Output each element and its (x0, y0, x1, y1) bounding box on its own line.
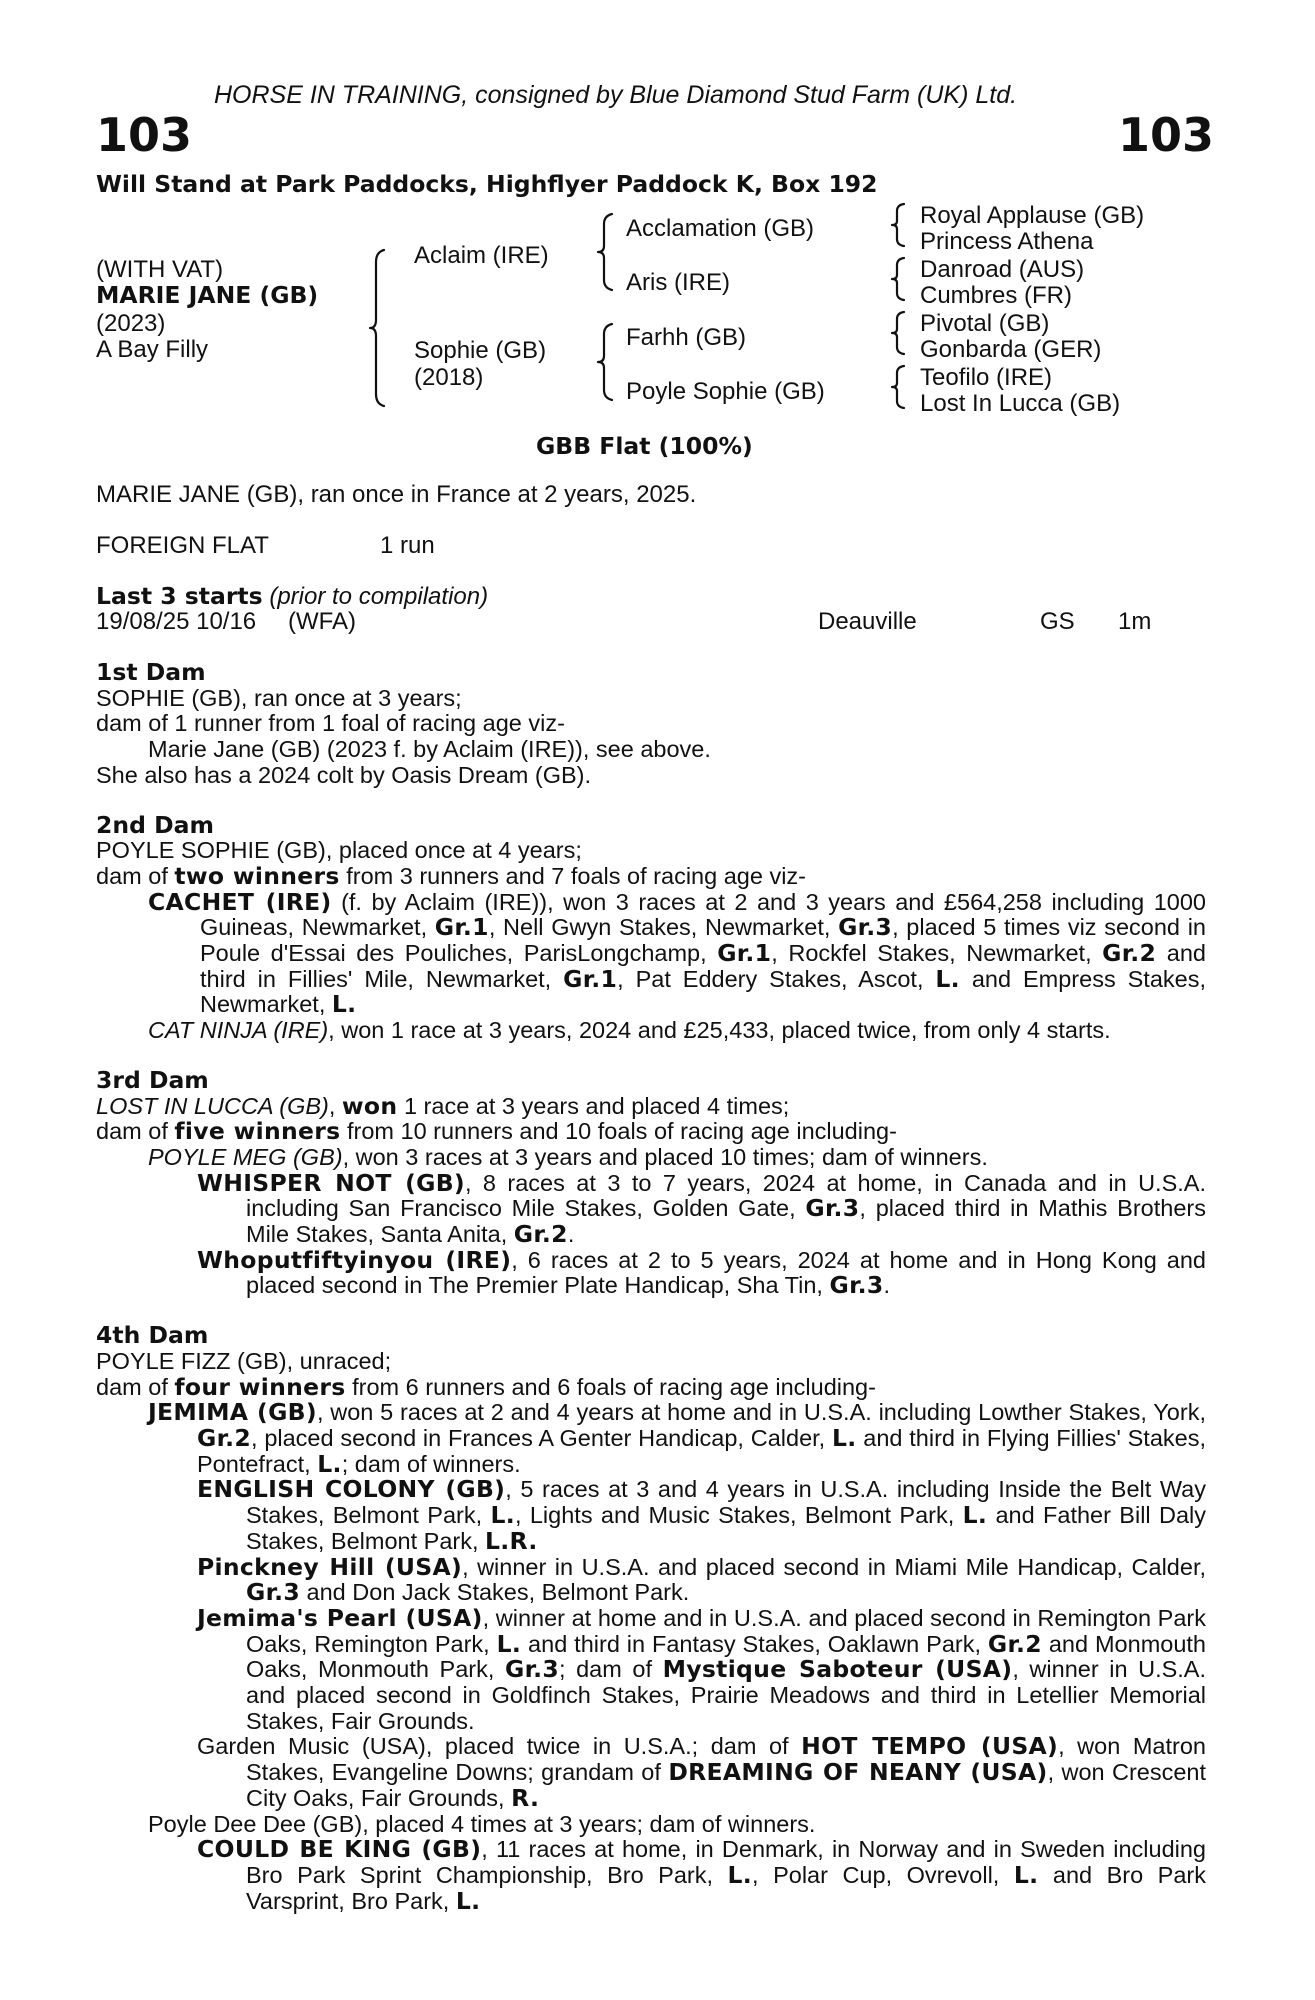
first-dam-line4: She also has a 2024 colt by Oasis Dream (GB). (96, 761, 592, 788)
t: and Father Bill Daly Stakes, Belmont Park, (246, 1502, 1206, 1554)
t: and third in Flying Fillies' Stakes, Pontefract, (197, 1424, 1206, 1477)
t: , won 1 race at 3 years, 2024 and £25,433, placed twice, from only 4 starts. (328, 1017, 1111, 1044)
grade: L. (490, 1501, 515, 1530)
t: , winner in U.S.A. and placed second in Goldfinch Stakes, Prairie Meadows and third in Letellier Memorial Stakes, Fair Grounds. (246, 1656, 1207, 1734)
t: Garden Music (USA), placed twice in U.S.A.; dam of (197, 1733, 802, 1760)
cat-ninja-name: CAT NINJA (IRE) (148, 1017, 329, 1044)
t: , Rockfel Stakes, Newmarket, (771, 940, 1103, 967)
t: dam of (96, 862, 175, 889)
pedigree-sire: Aclaim (IRE) (414, 242, 549, 269)
third-dam-heading: 3rd Dam (96, 1065, 209, 1094)
t: ; dam of (559, 1656, 663, 1683)
two-winners: two winners (174, 861, 340, 890)
grade: L. (317, 1449, 342, 1478)
won: won (341, 1091, 398, 1120)
poyle-dee-dee-entry: Poyle Dee Dee (GB), placed 4 times at 3 years; dam of winners. (148, 1810, 816, 1837)
grade: Gr.3 (829, 1271, 884, 1300)
cat-ninja-entry (148, 1018, 1206, 1044)
lost-in-lucca: LOST IN LUCCA (GB) (96, 1092, 329, 1119)
consignment-header: HORSE IN TRAINING, consigned by Blue Diamond Stud Farm (UK) Ltd. (214, 81, 1018, 109)
pedigree-sire-sire: Acclamation (GB) (626, 215, 815, 242)
pedigree-g5: Pivotal (GB) (920, 310, 1050, 337)
grade: L. (455, 1886, 481, 1915)
pedigree-dam-dam: Poyle Sophie (GB) (626, 378, 825, 405)
t: , 5 races at 3 and 4 years in U.S.A. including Inside the Belt Way Stakes, Belmont Park, (246, 1476, 1206, 1529)
cachet-name: CACHET (IRE) (148, 887, 332, 916)
first-dam-line2: dam of 1 runner from 1 foal of racing age viz- (96, 710, 565, 737)
jemima-entry (148, 1400, 1206, 1477)
lot-number-left: 103 (96, 108, 193, 162)
grade: L. (831, 1423, 857, 1452)
grade: Gr.1 (434, 913, 489, 942)
second-dam-heading: 2nd Dam (96, 810, 214, 839)
four-winners: four winners (174, 1372, 346, 1401)
last-starts-title: Last 3 starts (96, 582, 263, 610)
grade: Gr.3 (805, 1194, 860, 1223)
grade: Gr.2 (197, 1423, 252, 1452)
grade: L. (727, 1860, 753, 1889)
pedigree-dam-year: (2018) (414, 364, 484, 391)
foreign-flat-value: 1 run (380, 532, 435, 559)
pedigree-g1-brace (890, 202, 908, 248)
t: , Lights and Music Stakes, Belmont Park, (514, 1502, 963, 1529)
t: , won Matron Stakes, Evangeline Downs; grandam of (246, 1733, 1206, 1786)
last-start-going: GS (1040, 608, 1075, 635)
grade: L. (935, 964, 960, 993)
pedigree-g2: Princess Athena (920, 228, 1094, 255)
pedigree-g3: Danroad (AUS) (920, 256, 1085, 283)
t: dam of (96, 1118, 175, 1145)
lot-number-right: 103 (1118, 108, 1215, 162)
t: , placed third in Mathis Brothers Mile Stakes, Santa Anita, (246, 1195, 1206, 1248)
jemima-name: JEMIMA (GB) (148, 1398, 317, 1427)
fourth-dam-section (96, 1323, 1206, 1914)
t: (f. by Aclaim (IRE)), won 3 races at 2 and 3 years and £564,258 including 1000 Guineas, Newmarket, (200, 888, 1206, 941)
could-be-king-name: COULD BE KING (GB) (197, 1835, 482, 1864)
first-dam-line1: SOPHIE (GB), ran once at 3 years; (96, 684, 462, 711)
t: , placed 5 times viz second in Poule d'Essai des Pouliches, ParisLongchamp, (200, 914, 1206, 967)
last-start-course: Deauville (818, 608, 917, 635)
pinckney-hill-name: Pinckney Hill (USA) (197, 1552, 463, 1581)
last-start-date-pos: 19/08/25 10/16 (96, 608, 257, 635)
second-dam-line1: POYLE SOPHIE (GB), placed once at 4 years; (96, 837, 582, 864)
fourth-dam-heading: 4th Dam (96, 1321, 209, 1350)
pedigree-g1: Royal Applause (GB) (920, 202, 1145, 229)
t: ; dam of winners. (341, 1450, 521, 1477)
whoputfiftyinyou-entry: Whoputfiftyinyou (IRE), 6 races at 2 to 5 years, 2024 at home and in Hong Kong and placed second in The Premier Plate Handicap, Sha Tin, Gr.3. (197, 1245, 1206, 1300)
first-dam-line3: Marie Jane (GB) (2023 f. by Aclaim (IRE)), see above. (148, 736, 711, 763)
t: , Nell Gwyn Stakes, Newmarket, (488, 914, 839, 941)
last-starts-heading (96, 584, 488, 610)
t: , Polar Cup, Ovrevoll, (752, 1861, 1014, 1888)
jemimas-pearl-entry (197, 1603, 1207, 1735)
t: and Don Jack Stakes, Belmont Park. (300, 1579, 690, 1606)
t: dam of (96, 1373, 175, 1400)
grade: L.R. (485, 1526, 538, 1555)
t: and third in Fillies' Mile, Newmarket, (200, 940, 1206, 992)
dreaming-of-neany-name: DREAMING OF NEANY (USA) (668, 1758, 1048, 1787)
pedigree-sire-brace (596, 212, 616, 292)
t: , won 3 races at 3 years and placed 10 times; dam of winners. (342, 1143, 988, 1170)
rating: GBB Flat (100%) (536, 432, 753, 460)
whisper-not-entry: WHISPER NOT (GB), 8 races at 3 to 7 years, 2024 at home, in Canada and in U.S.A. including San Francisco Mile Stakes, Golden Gate, Gr.3, placed third in Mathis Brothers Mile Stakes, Santa Anita, Gr.2. (197, 1168, 1206, 1249)
t: , placed second in Frances A Genter Handicap, Calder, (251, 1424, 832, 1451)
hot-tempo-name: HOT TEMPO (USA) (801, 1732, 1059, 1761)
garden-music-entry (197, 1734, 1206, 1811)
pedigree-g2-brace (890, 256, 908, 302)
whoputfiftyinyou-name: Whoputfiftyinyou (IRE) (197, 1245, 512, 1274)
grade: Gr.2 (987, 1629, 1042, 1658)
pedigree-g6: Gonbarda (GER) (920, 336, 1102, 363)
grade: Gr.2 (513, 1220, 568, 1249)
vat-label: (WITH VAT) (96, 256, 224, 283)
t: , winner in U.S.A. and placed second in Miami Mile Handicap, Calder, (462, 1553, 1207, 1580)
fourth-dam-line2 (96, 1372, 1206, 1401)
t: , 6 races at 2 to 5 years, 2024 at home and in Hong Kong and placed second in The Premier Plate Handicap, Sha Tin, (246, 1246, 1206, 1299)
first-dam-section (96, 660, 1206, 789)
t: and third in Fantasy Stakes, Oaklawn Park, (521, 1630, 988, 1657)
t: , won 5 races at 2 and 4 years at home and in U.S.A. including Lowther Stakes, York, (316, 1399, 1206, 1426)
grade: L. (962, 1501, 988, 1530)
pedigree-dam: Sophie (GB) (414, 337, 547, 364)
whisper-not-name: WHISPER NOT (GB) (197, 1168, 465, 1197)
second-dam-section (96, 810, 1206, 1044)
t: and Monmouth Oaks, Monmouth Park, (246, 1630, 1207, 1683)
pedigree-g8: Lost In Lucca (GB) (920, 390, 1121, 417)
could-be-king-entry (197, 1837, 1206, 1914)
third-dam-line1 (96, 1091, 1206, 1120)
t: and Bro Park Varsprint, Bro Park, (246, 1861, 1206, 1914)
t: 1 race at 3 years and placed 4 times; (397, 1092, 790, 1119)
race-summary: MARIE JANE (GB), ran once in France at 2 years, 2025. (96, 481, 697, 508)
grade: Gr.2 (1102, 939, 1157, 968)
grade: Gr.1 (563, 964, 618, 993)
produce-record (96, 660, 1206, 1914)
last-start-wfa: (WFA) (288, 608, 356, 635)
last-start-distance: 1m (1118, 608, 1152, 635)
grade: L. (496, 1629, 522, 1658)
pedigree-sire-dam: Aris (IRE) (626, 269, 730, 296)
t: , 8 races at 3 to 7 years, 2024 at home, in Canada and in U.S.A. including San Francisco Mile Stakes, Golden Gate, (246, 1169, 1206, 1222)
horse-name: MARIE JANE (GB) (96, 281, 319, 309)
second-dam-line2 (96, 861, 1206, 890)
grade: Gr.1 (717, 939, 772, 968)
last-starts-note: (prior to compilation) (269, 583, 489, 610)
horse-year: (2023) (96, 310, 166, 337)
third-dam-section (96, 1065, 1206, 1300)
grade: R. (511, 1783, 540, 1812)
english-colony-entry (197, 1477, 1206, 1554)
horse-description: A Bay Filly (96, 336, 209, 363)
pedigree-g4-brace (890, 364, 908, 410)
grade: L. (1013, 1860, 1039, 1889)
t: , Pat Eddery Stakes, Ascot, (617, 965, 936, 992)
poyle-meg-name: POYLE MEG (GB) (148, 1143, 343, 1170)
grade: L. (331, 990, 357, 1019)
t: from 10 runners and 10 foals of racing age including- (340, 1118, 897, 1145)
pedigree-g3-brace (890, 310, 908, 356)
t: and Empress Stakes, Newmarket, (200, 965, 1206, 1018)
grade: Gr.3 (246, 1578, 301, 1607)
first-dam-heading: 1st Dam (96, 658, 206, 686)
grade: Gr.3 (838, 913, 893, 942)
pedigree-main-brace (368, 248, 388, 408)
stand-location: Will Stand at Park Paddocks, Highflyer Paddock K, Box 192 (96, 170, 878, 198)
english-colony-name: ENGLISH COLONY (GB) (197, 1475, 506, 1504)
third-dam-line2 (96, 1119, 1206, 1145)
t: from 3 runners and 7 foals of racing age viz- (339, 862, 807, 889)
jemimas-pearl-name: Jemima's Pearl (USA) (197, 1603, 483, 1632)
pedigree-g4: Cumbres (FR) (920, 282, 1073, 309)
pedigree-g7: Teofilo (IRE) (920, 364, 1053, 391)
t: , winner at home and in U.S.A. and placed second in Remington Park Oaks, Remington Park, (246, 1604, 1207, 1657)
fourth-dam-line1: POYLE FIZZ (GB), unraced; (96, 1347, 392, 1374)
pinckney-hill-entry (197, 1552, 1207, 1607)
pedigree-dam-sire: Farhh (GB) (626, 324, 747, 351)
pedigree-dam-brace (596, 322, 616, 402)
mystique-saboteur-name: Mystique Saboteur (USA) (662, 1655, 1013, 1684)
t: , (328, 1092, 342, 1119)
poyle-meg-entry (148, 1145, 1206, 1171)
t: , won Crescent City Oaks, Fair Grounds, (246, 1759, 1207, 1811)
t: from 6 runners and 6 foals of racing age including- (345, 1373, 876, 1400)
foreign-flat-label: FOREIGN FLAT (96, 532, 269, 559)
cachet-entry (148, 887, 1206, 1019)
five-winners: five winners (174, 1117, 341, 1146)
t: , 11 races at home, in Denmark, in Norway and in Sweden including Bro Park Sprint Championship, Bro Park, (246, 1836, 1206, 1888)
grade: Gr.3 (504, 1655, 559, 1684)
